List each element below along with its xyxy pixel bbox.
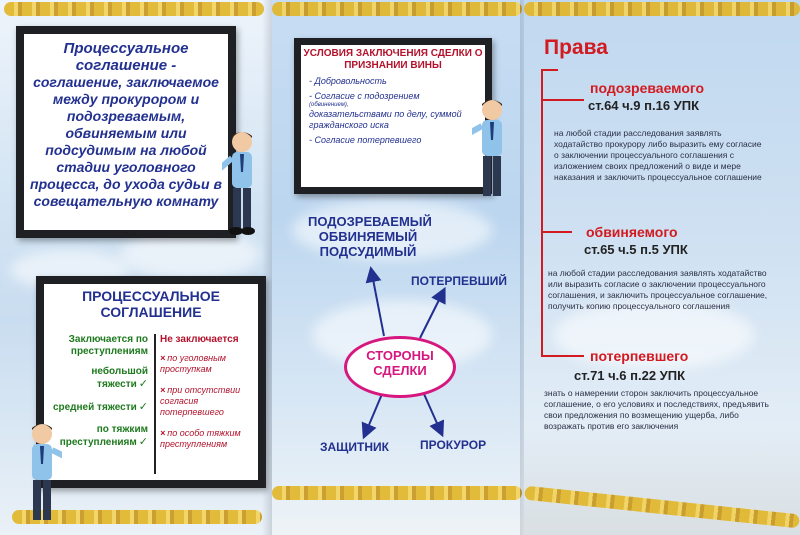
right-panel — [524, 0, 800, 535]
check-icon: ✓ — [138, 436, 148, 448]
definition-title: Процессуальное соглашение - — [63, 40, 189, 74]
victim-node: ПОТЕРПЕВШИЙ — [411, 274, 507, 288]
teacher-figure-icon — [222, 128, 262, 238]
allowed-heading: Заключается по преступлениям — [68, 334, 148, 357]
cross-icon: × — [160, 385, 166, 395]
definition-board — [16, 26, 236, 238]
forbidden-heading: Не заключается — [160, 334, 239, 345]
arrow-to-defender — [366, 394, 382, 432]
arrow-to-suspect — [372, 274, 384, 336]
suspect-node: ПОДОЗРЕВАЕМЫЙ ОБВИНЯЕМЫЙ ПОДСУДИМЫЙ — [308, 214, 432, 259]
allowed-item: средней тяжести ✓ — [52, 401, 148, 413]
suspect-article: ст.64 ч.9 п.16 УПК — [588, 98, 700, 113]
accused-rights-title: обвиняемого — [586, 224, 678, 240]
arrow-to-prosecutor — [424, 394, 440, 430]
cross-icon: × — [160, 428, 166, 438]
accused-article: ст.65 ч.5 п.5 УПК — [584, 242, 688, 257]
suspect-rights-title: подозреваемого — [590, 80, 705, 96]
victim-rights-text: знать о намерении сторон заключить процессуальное соглашение, о его условиях и последствиях, предъявить свои предложения по возмещению ущерба, либо возражать против его заключения — [544, 388, 769, 431]
cross-icon: × — [160, 353, 166, 363]
rights-title: Права — [544, 36, 608, 59]
top-ornament — [4, 2, 264, 16]
condition-note: (обвинением), — [309, 102, 349, 108]
condition-item: - Согласие с подозрением — [309, 91, 420, 101]
definition-text: соглашение, заключаемое между прокурором и подозреваемым, обвиняемым или подсудимым на любой стадии уголовного процесса, до ухода судьи в совещательную комнату — [30, 74, 222, 209]
allowed-item: небольшой тяжести ✓ — [91, 366, 148, 390]
allowed-item: по тяжким преступлениям ✓ — [59, 424, 148, 448]
forbidden-item: × по уголовным проступкам — [160, 353, 226, 374]
parties-diagram — [272, 0, 524, 535]
arrow-to-victim — [420, 294, 442, 338]
left-panel — [0, 0, 272, 535]
forbidden-item: × при отсутствии согласия потерпевшего — [160, 385, 241, 417]
condition-item: доказательствами по делу, суммой гражданского иска — [309, 109, 462, 130]
victim-rights-title: потерпевшего — [590, 348, 689, 364]
condition-item: - Согласие потерпевшего — [309, 135, 422, 145]
conditions-title: УСЛОВИЯ ЗАКЛЮЧЕНИЯ СДЕЛКИ О ПРИЗНАНИИ ВИНЫ — [303, 48, 483, 71]
forbidden-column — [154, 334, 262, 474]
teacher-figure-icon — [22, 420, 62, 530]
middle-panel — [272, 0, 524, 535]
suspect-rights-text: на любой стадии расследования заявлять ходатайство прокурору либо выразить ему согласие о заключении процессуального соглашения с изложением своих предложений о виде и мере наказания и заключить процессуальное соглашение — [554, 128, 762, 182]
parties-center-label: СТОРОНЫ СДЕЛКИ — [366, 348, 434, 378]
check-icon: ✓ — [138, 401, 148, 413]
agreement-title: ПРОЦЕССУАЛЬНОЕ СОГЛАШЕНИЕ — [82, 288, 220, 320]
victim-article: ст.71 ч.6 п.22 УПК — [574, 368, 686, 383]
condition-item: - Добровольность — [309, 76, 387, 86]
forbidden-item: × по особо тяжким преступлениям — [160, 428, 241, 449]
defender-node: ЗАЩИТНИК — [320, 440, 389, 454]
prosecutor-node: ПРОКУРОР — [420, 438, 487, 452]
agreement-board — [36, 276, 266, 488]
accused-rights-text: на любой стадии расследования заявлять ходатайство или выразить согласие о заключении процессуального соглашения, и заключить процессуальное соглашение, получить копию процессуального соглашения — [548, 268, 768, 311]
diagram-arrows — [272, 0, 524, 535]
allowed-column — [48, 334, 148, 474]
check-icon: ✓ — [138, 378, 148, 390]
